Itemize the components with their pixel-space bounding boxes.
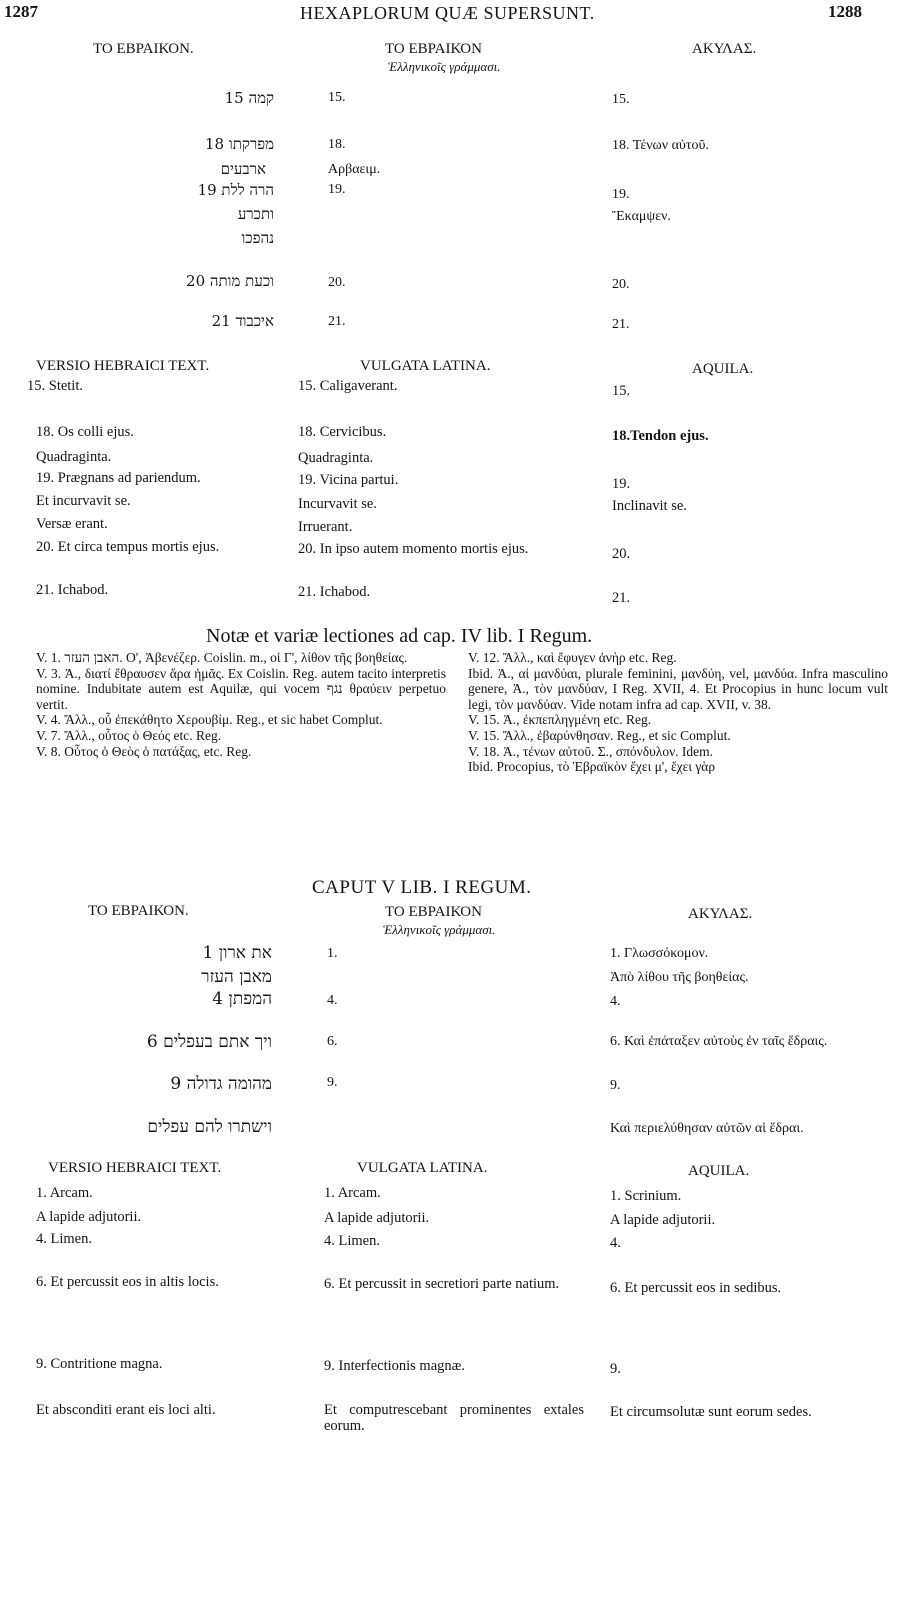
note: V. 7. Ἄλλ., οὗτος ὁ Θεός etc. Reg. [36,727,222,743]
vulgata-cell: 21. Ichabod. [298,584,371,600]
note: V. 8. Οὗτος ὁ Θεὸς ὁ πατάξας, etc. Reg. [36,743,252,759]
aquila-latin-cell: 6. Et percussit eos in sedibus. [610,1280,782,1296]
versio-cell: 6. Et percussit eos in altis locis. [36,1274,219,1290]
aquila-latin-cell: 9. [610,1361,621,1377]
aquila-latin-cell: 1. Scrinium. [610,1188,682,1204]
heb-cell: וישתרו להם עפלים [147,1117,272,1137]
heb-cell: וכעת מותה 20 [186,272,274,290]
vulgata-cell: 15. Caligaverant. [298,378,398,394]
versio-cell: Versæ erant. [36,516,108,532]
versio-cell: 9. Contritione magna. [36,1356,163,1372]
page-number-left: 1287 [4,2,38,21]
aquila-cell: 20. [612,277,630,292]
col-header-greek-letters: ΤΟ ΕΒΡΑΙΚΟΝ [385,904,482,920]
aquila-cell: 15. [612,92,630,107]
greek-letters-cell: 15. [328,90,346,105]
section-title: CAPUT V LIB. I REGUM. [312,877,532,898]
col-subheader-greek-letters: Ἑλληνικοῖς γράμμασι. [383,922,496,937]
heb-cell: ויך אתם בעפלים 6 [146,1032,272,1052]
col-header-aquila: ΑΚΥΛΑΣ. [688,906,753,922]
heb-cell: המפתן 4 [212,989,272,1009]
heb-cell: קמה 15 [224,89,274,107]
notes-right-column [468,650,888,775]
vulgata-cell: Et computrescebant prominentes extales eorum. [324,1402,584,1434]
aquila-cell: Καὶ περιελύθησαν αὐτῶν αἱ ἕδραι. [610,1121,804,1136]
versio-cell: Quadraginta. [36,449,112,465]
aquila-cell: Ἔκαμψεν. [612,209,671,224]
aquila-latin-cell: 4. [610,1235,621,1251]
aquila-latin-cell: 21. [612,590,631,606]
greek-letters-cell: Αρβαειμ. [328,162,381,177]
note: V. 15. Ἀ., ἐκπεπληγμένη etc. Reg. [468,712,652,728]
versio-cell: 19. Prægnans ad pariendum. [36,470,201,486]
vulgata-cell: Irruerant. [298,519,353,535]
heb-cell: מפרקתו 18 [205,135,274,153]
aquila-cell: 4. [610,994,621,1009]
heb-cell: נהפכו [241,229,274,247]
aquila-latin-cell: 20. [612,546,631,562]
vulgata-cell: 4. Limen. [324,1233,380,1249]
versio-cell: 21. Ichabod. [36,582,109,598]
page-number-right: 1288 [828,2,862,21]
note: V. 1. האבן העזר. Ο', Ἀβενέζερ. Coislin. m., οἱ Γ', λίθον τῆς βοηθείας. [36,650,408,665]
aquila-cell: 21. [612,317,630,332]
col-header-hebrew: ΤΟ ΕΒΡΑΙΚΟΝ. [93,41,194,57]
heb-cell: את ארון 1 [202,943,272,963]
aquila-latin-cell: 18.Tendon ejus. [612,428,709,444]
col-header-aquila: ΑΚΥΛΑΣ. [692,41,757,57]
versio-cell: 15. Stetit. [27,378,83,394]
latin-header-versio: VERSIO HEBRAICI TEXT. [36,358,210,374]
latin-header-aquila: AQUILA. [692,361,754,377]
versio-cell: 4. Limen. [36,1231,92,1247]
aquila-latin-cell: 19. [612,476,631,492]
versio-cell: 18. Os colli ejus. [36,424,134,440]
greek-letters-cell: 19. [328,182,346,197]
versio-cell: A lapide adjutorii. [36,1209,142,1225]
heb-cell: הרה ללת 19 [197,181,274,199]
greek-letters-cell: 9. [327,1075,338,1090]
vulgata-cell: A lapide adjutorii. [324,1210,430,1226]
heb-cell: איכבוד 21 [211,312,274,330]
greek-letters-cell: 20. [328,275,346,290]
heb-cell: ותכרע [237,205,274,223]
vulgata-cell: 19. Vicina partui. [298,472,399,488]
versio-cell: 20. Et circa tempus mortis ejus. [36,539,220,555]
aquila-cell: 1. Γλωσσόκομον. [610,946,709,961]
note: V. 4. Ἄλλ., οὗ ἐπεκάθητο Χερουβίμ. Reg., et sic habet Complut. [36,712,383,728]
greek-letters-cell: 1. [327,946,338,961]
col-subheader-greek-letters: Ἑλληνικοῖς γράμμασι. [388,59,501,74]
aquila-cell: 6. Καὶ ἐπάταξεν αὐτοὺς ἐν ταῖς ἕδραις. [610,1034,828,1049]
latin-header-aquila: AQUILA. [688,1163,750,1179]
col-header-hebrew: ΤΟ ΕΒΡΑΙΚΟΝ. [88,903,189,919]
vulgata-cell: 9. Interfectionis magnæ. [324,1358,465,1374]
notes-left-column [36,650,446,759]
vulgata-cell: 6. Et percussit in secretiori parte natium. [324,1276,560,1292]
heb-cell: מהומה גדולה 9 [170,1074,272,1094]
aquila-cell: 18. Τένων αὐτοῦ. [612,138,709,153]
aquila-latin-cell: Inclinavit se. [612,498,687,514]
versio-cell: Et incurvavit se. [36,493,131,509]
aquila-latin-cell: Et circumsolutæ sunt eorum sedes. [610,1404,812,1420]
note: V. 3. Ἀ., διατί ἔθραυσεν ἄρα ἡμᾶς. Ex Coislin. Reg. autem tacito interpretis nomine. Indubitate autem est Aquilæ, qui vocem נגף θραύειν perpetuo vertit. [36,665,446,712]
note: V. 12. Ἄλλ., καὶ ἔφυγεν ἀνὴρ etc. Reg. [468,650,677,665]
note: Ibid. Ἀ., αἱ μανδύαι, plurale feminini, μανδύη, vel, μανδύα. Infra masculino genere, Ἀ., τὸν μανδύαν, I Reg. XVII, 4. Et Procopius in hunc locum vult legi, τὸν μανδύαν. Vide notam infra ad cap. XVII, v. 38. [468,665,888,712]
vulgata-cell: 1. Arcam. [324,1185,381,1201]
vulgata-cell: 18. Cervicibus. [298,424,387,440]
latin-header-vulgata: VULGATA LATINA. [360,358,491,374]
versio-cell: Et absconditi erant eis loci alti. [36,1402,216,1418]
running-title: HEXAPLORUM QUÆ SUPERSUNT. [300,3,595,23]
latin-header-versio: VERSIO HEBRAICI TEXT. [48,1160,222,1176]
aquila-cell: 9. [610,1078,621,1093]
aquila-latin-cell: A lapide adjutorii. [610,1212,716,1228]
greek-letters-cell: 4. [327,993,338,1008]
vulgata-cell: Incurvavit se. [298,496,377,512]
heb-cell: מאבן העזר [201,967,272,987]
latin-header-vulgata: VULGATA LATINA. [357,1160,488,1176]
greek-letters-cell: 6. [327,1034,338,1049]
vulgata-cell: 20. In ipso autem momento mortis ejus. [298,541,529,557]
col-header-greek-letters: ΤΟ ΕΒΡΑΙΚΟΝ [385,41,482,57]
aquila-latin-cell: 15. [612,383,631,399]
note: V. 15. Ἄλλ., ἐβαρύνθησαν. Reg., et sic Complut. [468,727,731,743]
note: V. 18. Ἀ., τένων αὐτοῦ. Σ., σπόνδυλον. Idem. [468,743,714,759]
notes-title: Notæ et variæ lectiones ad cap. IV lib. I Regum. [206,625,593,647]
heb-cell: ארבעים [220,160,266,178]
greek-letters-cell: 21. [328,314,346,329]
note: Ibid. Procopius, τὸ Ἑβραϊκὸν ἔχει μ', ἔχει γὰρ [468,759,716,775]
greek-letters-cell: 18. [328,137,346,152]
vulgata-cell: Quadraginta. [298,450,374,466]
versio-cell: 1. Arcam. [36,1185,93,1201]
aquila-cell: Ἀπὸ λίθου τῆς βοηθείας. [610,970,749,985]
aquila-cell: 19. [612,187,630,202]
